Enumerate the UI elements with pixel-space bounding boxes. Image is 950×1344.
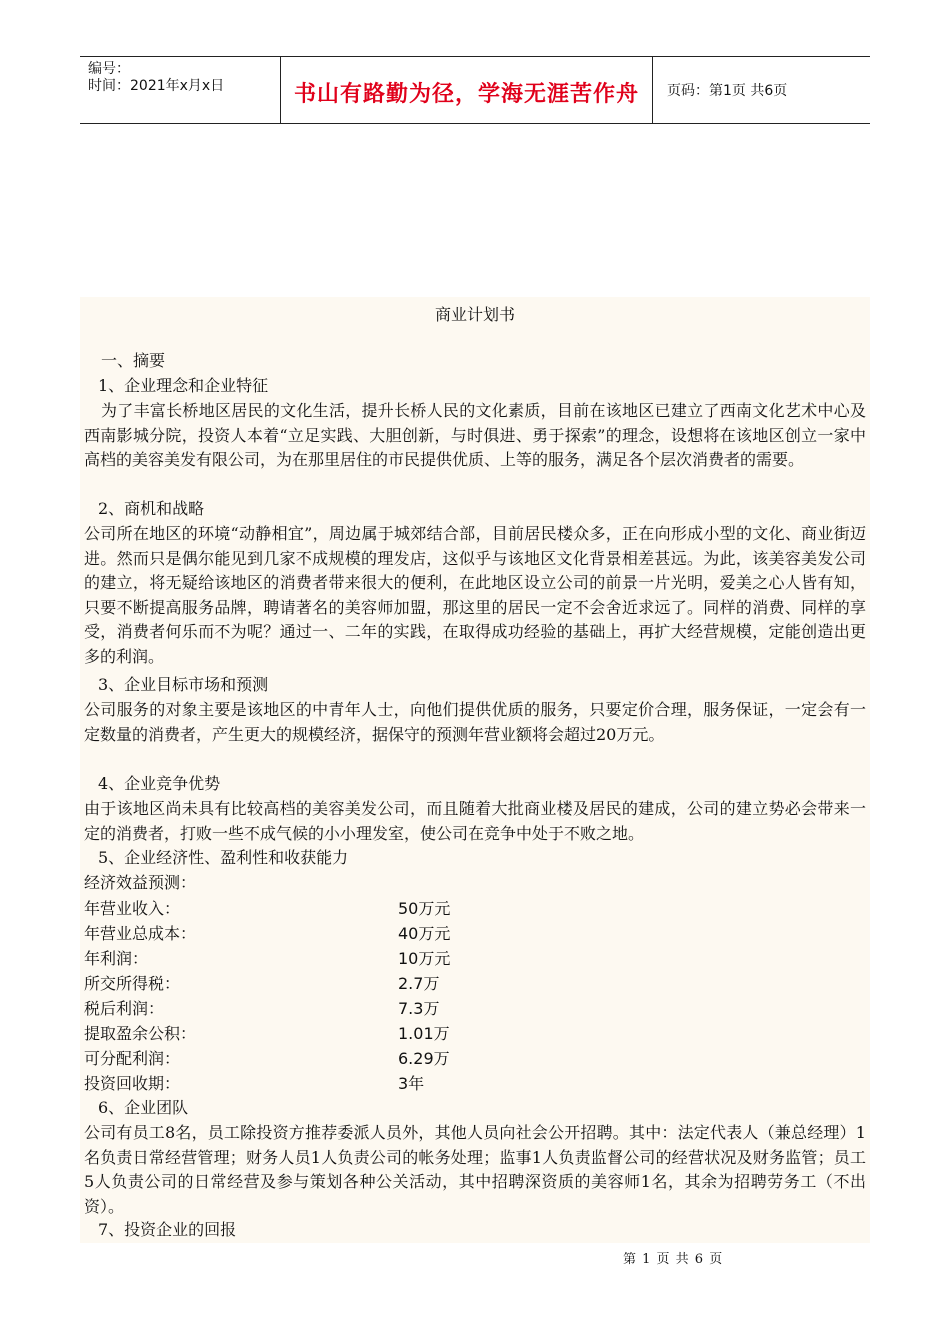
section-5-heading: 5、企业经济性、盈利性和收获能力 [98, 848, 349, 867]
finance-label: 可分配利润： [84, 1049, 181, 1068]
finance-label: 提取盈余公积： [84, 1024, 197, 1043]
section-1-heading: 1、企业理念和企业特征 [98, 376, 269, 395]
page-header [80, 56, 870, 124]
header-meta [80, 57, 281, 123]
section-5-intro: 经济效益预测： [84, 873, 197, 892]
section-1-body: 为了丰富长桥地区居民的文化生活，提升长桥人民的文化素质，目前在该地区已建立了西南文化艺术中心及西南影城分院，投资人本着“立足实践、大胆创新，与时俱进、勇于探索”的理念，设想将在该地区创立一家中高档的美容美发有限公司，为在那里居住的市民提供优质、上等的服务，满足各个层次消费者的需要。 [84, 401, 866, 469]
finance-label: 所交所得税： [84, 974, 181, 993]
number-label: 编号： [88, 61, 130, 77]
time-label: 时间：2021年x月x日 [88, 78, 225, 94]
finance-value: 40万元 [398, 924, 451, 943]
section-summary-heading: 一、摘要 [101, 351, 166, 370]
section-6-heading: 6、企业团队 [98, 1098, 189, 1117]
section-3-heading: 3、企业目标市场和预测 [98, 675, 269, 694]
finance-value: 3年 [398, 1074, 425, 1093]
page-footer: 第 1 页 共 6 页 [623, 1252, 724, 1267]
document-body [80, 297, 870, 1243]
document-title: 商业计划书 [434, 305, 515, 324]
section-6-body: 公司有员工8名，员工除投资方推荐委派人员外，其他人员向社会公开招聘。其中：法定代表人（兼总经理）1名负责日常经营管理；财务人员1人负责公司的帐务处理；监事1人负责监督公司的经营状况及财务监管；员工5人负责公司的日常经营及参与策划各种公关活动，其中招聘深资质的美容师1名，其余为招聘劳务工（不出资）。 [84, 1123, 866, 1216]
finance-value: 10万元 [398, 949, 451, 968]
finance-label: 年利润： [84, 949, 149, 968]
section-4-heading: 4、企业竞争优势 [98, 774, 221, 793]
section-2-body: 公司所在地区的环境“动静相宜”，周边属于城郊结合部，目前居民楼众多，正在向形成小型的文化、商业街迈进。然而只是偶尔能见到几家不成规模的理发店，这似乎与该地区文化背景相差甚远。为此，该美容美发公司的建立，将无疑给该地区的消费者带来很大的便利，在此地区设立公司的前景一片光明，爱美之心人皆有知，只要不断提高服务品牌，聘请著名的美容师加盟，那这里的居民一定不会舍近求远了。同样的消费、同样的享受，消费者何乐而不为呢？通过一、二年的实践，在取得成功经验的基础上，再扩大经营规模，定能创造出更多的利润。 [84, 524, 866, 666]
header-motto: 书山有路勤为径，学海无涯苦作舟 [281, 57, 653, 123]
finance-label: 投资回收期： [84, 1074, 181, 1093]
section-3-body: 公司服务的对象主要是该地区的中青年人士，向他们提供优质的服务，只要定价合理，服务保证，一定会有一定数量的消费者，产生更大的规模经济，据保守的预测年营业额将会超过20万元。 [84, 700, 866, 744]
finance-label: 税后利润： [84, 999, 165, 1018]
section-7-heading: 7、投资企业的回报 [98, 1220, 237, 1239]
header-page-code: 页码：第1页 共6页 [667, 83, 788, 99]
finance-value: 2.7万 [398, 974, 440, 993]
section-2-heading: 2、商机和战略 [98, 499, 205, 518]
finance-value: 6.29万 [398, 1049, 450, 1068]
finance-value: 50万元 [398, 899, 451, 918]
finance-value: 7.3万 [398, 999, 440, 1018]
finance-label: 年营业总成本： [84, 924, 197, 943]
section-4-body: 由于该地区尚未具有比较高档的美容美发公司，而且随着大批商业楼及居民的建成，公司的建立势必会带来一定的消费者，打败一些不成气候的小小理发室，使公司在竞争中处于不败之地。 [84, 799, 866, 843]
finance-value: 1.01万 [398, 1024, 450, 1043]
finance-label: 年营业收入： [84, 899, 181, 918]
